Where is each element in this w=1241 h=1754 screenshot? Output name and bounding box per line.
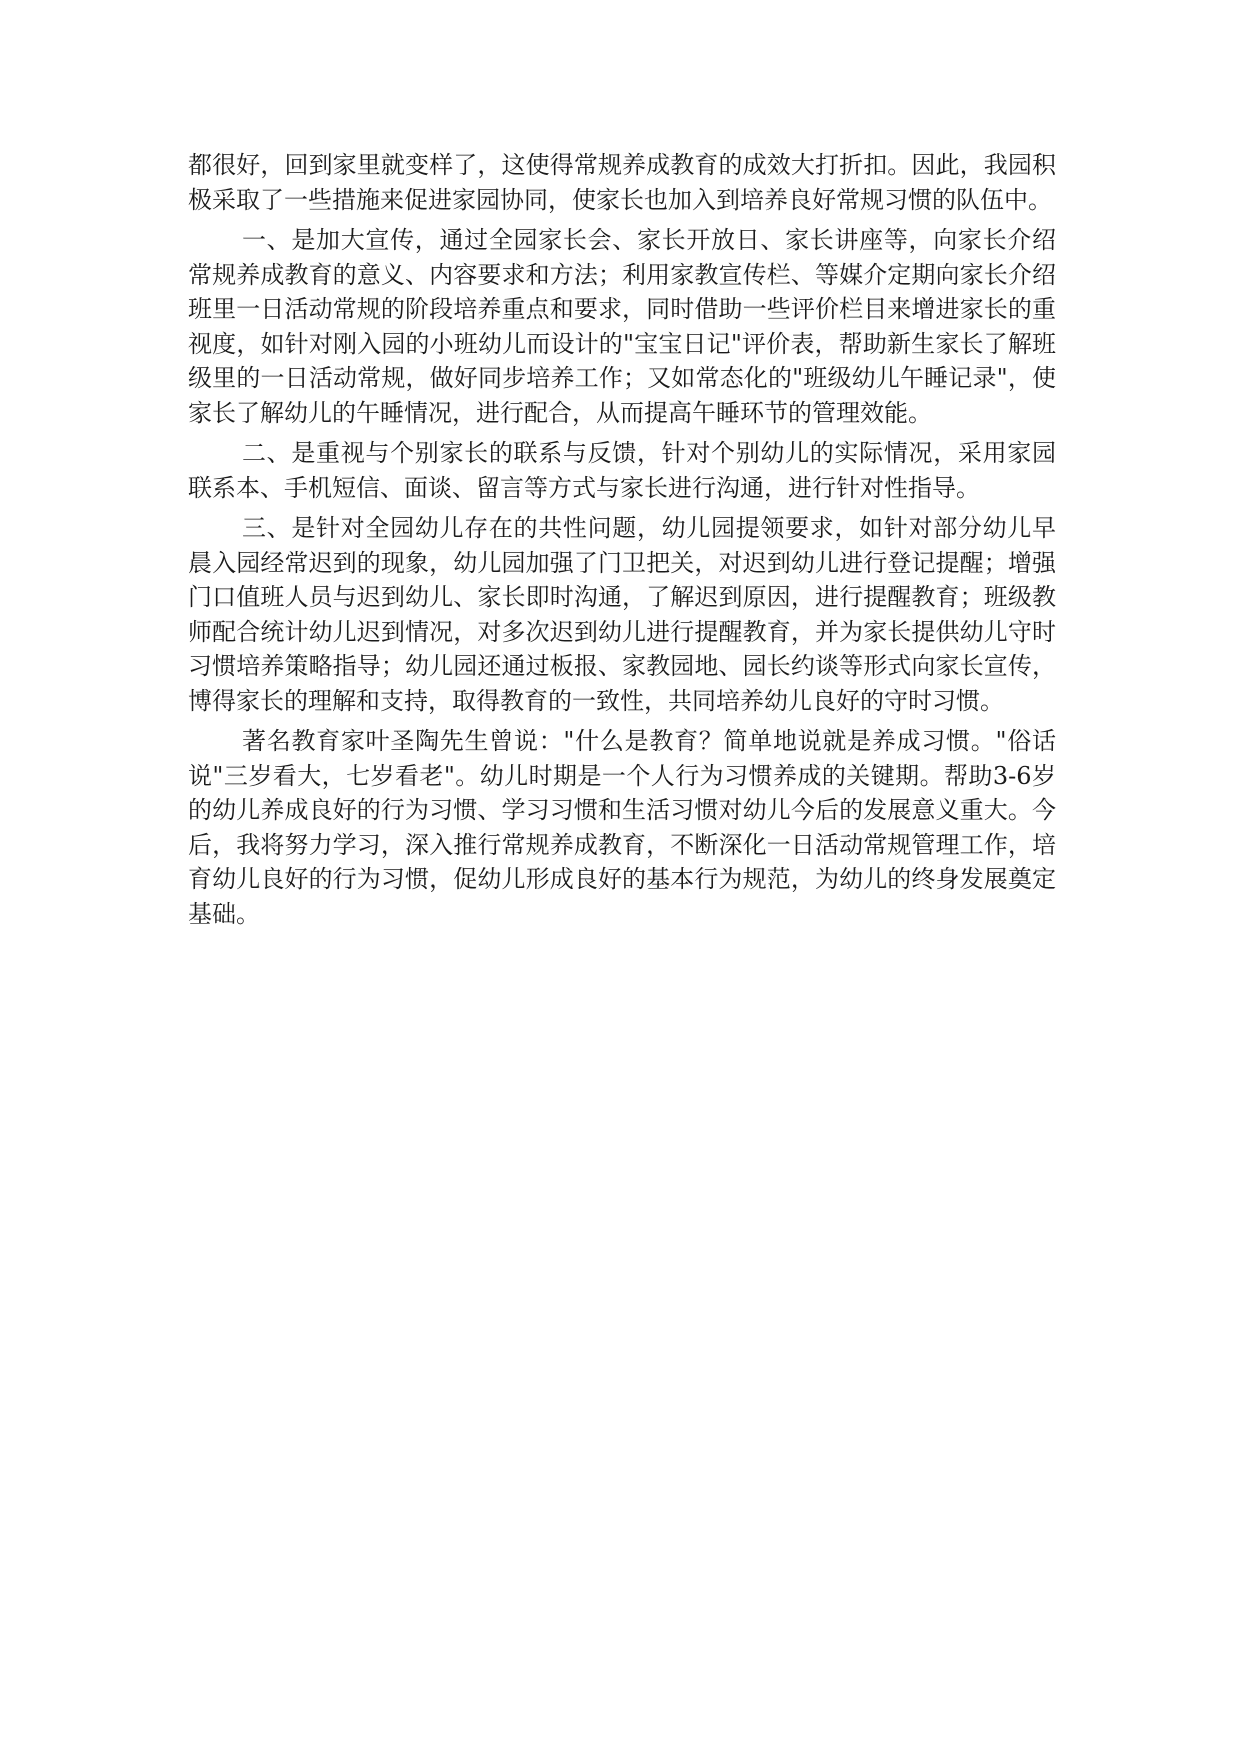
- paragraph-continuation: 都很好，回到家里就变样了，这使得常规养成教育的成效大打折扣。因此，我园积极采取了一些措施来促进家园协同，使家长也加入到培养良好常规习惯的队伍中。: [188, 151, 1056, 214]
- paragraph-conclusion: 著名教育家叶圣陶先生曾说："什么是教育？简单地说就是养成习惯。"俗话说"三岁看大，七岁看老"。幼儿时期是一个人行为习惯养成的关键期。帮助3-6岁的幼儿养成良好的行为习惯、学习习惯和生活习惯对幼儿今后的发展意义重大。今后，我将努力学习，深入推行常规养成教育，不断深化一日活动常规管理工作，培育幼儿良好的行为习惯，促幼儿形成良好的基本行为规范，为幼儿的终身发展奠定基础。: [188, 727, 1056, 928]
- paragraph-item-1-publicity: 一、是加大宣传，通过全园家长会、家长开放日、家长讲座等，向家长介绍常规养成教育的意义、内容要求和方法；利用家教宣传栏、等媒介定期向家长介绍班里一日活动常规的阶段培养重点和要求，同时借助一些评价栏目来增进家长的重视度，如针对刚入园的小班幼儿而设计的"宝宝日记"评价表，帮助新生家长了解班级里的一日活动常规，做好同步培养工作；又如常态化的"班级幼儿午睡记录"，使家长了解幼儿的午睡情况，进行配合，从而提高午睡环节的管理效能。: [188, 226, 1056, 427]
- paragraph-item-3-common-issues: 三、是针对全园幼儿存在的共性问题，幼儿园提领要求，如针对部分幼儿早晨入园经常迟到的现象，幼儿园加强了门卫把关，对迟到幼儿进行登记提醒；增强门口值班人员与迟到幼儿、家长即时沟通，了解迟到原因，进行提醒教育；班级教师配合统计幼儿迟到情况，对多次迟到幼儿进行提醒教育，并为家长提供幼儿守时习惯培养策略指导；幼儿园还通过板报、家教园地、园长约谈等形式向家长宣传，博得家长的理解和支持，取得教育的一致性，共同培养幼儿良好的守时习惯。: [188, 514, 1056, 715]
- paragraph-item-2-individual-contact: 二、是重视与个别家长的联系与反馈，针对个别幼儿的实际情况，采用家园联系本、手机短信、面谈、留言等方式与家长进行沟通，进行针对性指导。: [188, 439, 1056, 502]
- document-body: [188, 148, 1056, 937]
